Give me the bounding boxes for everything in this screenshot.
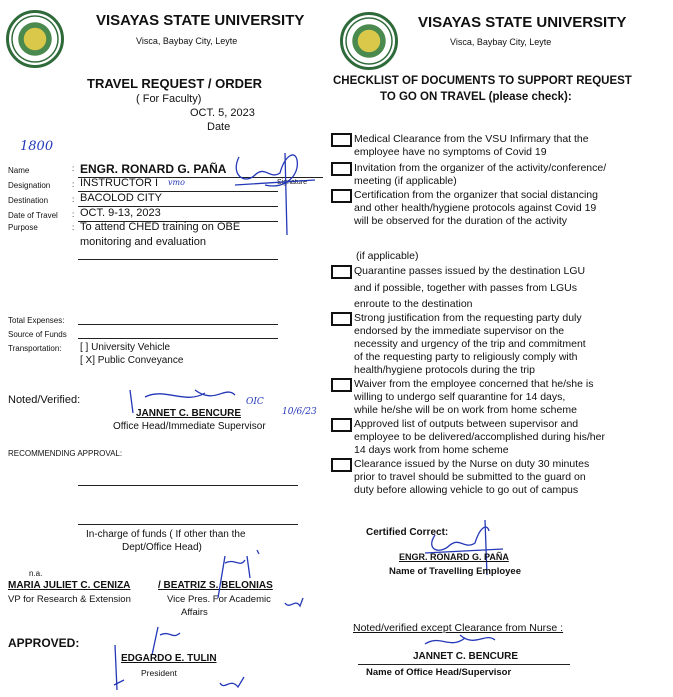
if-applicable-note: (if applicable) [356, 250, 419, 262]
supervisor-signature-right [420, 632, 500, 652]
colon: : [72, 180, 75, 189]
purpose-label: Purpose [8, 223, 38, 232]
checklist-item-text: employee have no symptoms of Covid 19 [354, 146, 547, 158]
na-mark: n.a. [29, 569, 43, 578]
checklist-item-text: Strong justification from the requesting party duly [354, 312, 582, 324]
checklist-checkbox[interactable] [331, 312, 352, 326]
vp-research-name: MARIA JULIET C. CENIZA [8, 580, 131, 591]
checklist-heading-line2: TO GO ON TRAVEL (please check): [380, 91, 572, 103]
name-value: ENGR. RONARD G. PAÑA [80, 162, 227, 176]
colon: : [72, 164, 75, 173]
checklist-item-text: 14 days work from home scheme [354, 444, 509, 456]
checklist-item-text: Medical Clearance from the VSU Infirmary that the [354, 133, 589, 145]
designation-label: Designation [8, 181, 51, 190]
source-of-funds-underline [78, 338, 278, 339]
checklist-item-text: necessity and urgency of the trip and commitment [354, 338, 586, 350]
designation-value: INSTRUCTOR I [80, 177, 159, 189]
recommending-label: RECOMMENDING APPROVAL: [8, 449, 123, 458]
travel-date-value: OCT. 9-13, 2023 [80, 207, 161, 219]
checklist-checkbox[interactable] [331, 418, 352, 432]
designation-note: vmo [168, 178, 185, 187]
checklist-item-text: employee to be delivered/accomplished during his/her [354, 431, 605, 443]
supervisor-name: JANNET C. BENCURE [136, 408, 242, 419]
checklist-item-text: and other health/hygiene protocols against Covid 19 [354, 202, 597, 214]
checklist-item-text: Waiver from the employee concerned that he/she is [354, 378, 594, 390]
checklist-item-text: of the requesting party to religiously comply with [354, 351, 578, 363]
funds-signature-line [78, 524, 298, 525]
signature-label: Signature [277, 179, 307, 186]
purpose-underline [78, 259, 278, 260]
transportation-label: Transportation: [8, 344, 62, 353]
name-label: Name [8, 166, 30, 175]
checklist-item-text: Quarantine passes issued by the destination LGU [354, 265, 586, 277]
checklist-checkbox[interactable] [331, 189, 352, 203]
funds-incharge-line2: Dept/Office Head) [122, 542, 202, 553]
form-title: TRAVEL REQUEST / ORDER [87, 76, 263, 91]
certified-name: ENGR. RONARD G. PAÑA [399, 552, 509, 562]
vp-academic-title: Vice Pres. For Academic [167, 594, 271, 605]
university-seal-right [340, 12, 398, 70]
form-subtitle: ( For Faculty) [136, 93, 202, 105]
date-label: Date [207, 121, 231, 133]
checklist-item-text: Certification from the organizer that social distancing [354, 189, 598, 201]
noted-label: Noted/Verified: [8, 394, 81, 406]
travel-date-label: Date of Travel [8, 211, 58, 220]
checklist-checkbox[interactable] [331, 265, 352, 279]
vp-research-title: VP for Research & Extension [8, 594, 131, 605]
checklist-item-text: while he/she will be on work from home scheme [354, 404, 577, 416]
certified-title: Name of Travelling Employee [389, 566, 521, 577]
checklist-checkbox[interactable] [331, 458, 352, 472]
university-address-right: Visca, Baybay City, Leyte [450, 37, 552, 47]
transport-university-vehicle: [ ] University Vehicle [80, 342, 171, 353]
purpose-value-line2: monitoring and evaluation [80, 236, 206, 248]
noted-supervisor-name: JANNET C. BENCURE [413, 651, 519, 662]
vp-signature [215, 548, 305, 618]
checklist-item-text: Invitation from the organizer of the activity/conference/ [354, 162, 607, 174]
supervisor-oic: OIC [246, 397, 264, 407]
applicant-signature [225, 145, 315, 225]
funds-incharge-line1: In-charge of funds ( If other than the [86, 529, 246, 540]
total-expenses-label: Total Expenses: [8, 316, 65, 325]
checklist-checkbox[interactable] [331, 162, 352, 176]
total-expenses-underline [78, 324, 278, 325]
transport-public-conveyance: [ X] Public Conveyance [80, 355, 184, 366]
checklist-item-text: will be observed for the duration of the activity [354, 215, 568, 227]
university-address: Visca, Baybay City, Leyte [136, 36, 238, 46]
university-seal [6, 10, 64, 68]
source-of-funds-label: Source of Funds [8, 330, 67, 339]
checklist-item-text: health/hygiene protocols during the trip [354, 364, 535, 376]
date-value: OCT. 5, 2023 [190, 107, 255, 119]
purpose-value: To attend CHED training on OBE [80, 221, 241, 233]
checklist-item-text: prior to travel should be submitted to the guard on [354, 471, 586, 483]
recommending-signature-line [78, 485, 298, 486]
destination-value: BACOLOD CITY [80, 192, 162, 204]
noted-nurse-label: Noted/verified except Clearance from Nurse : [353, 622, 564, 634]
destination-label: Destination [8, 196, 49, 205]
vp-academic-name: / BEATRIZ S. BELONIAS [158, 580, 273, 591]
supervisor-title: Office Head/Immediate Supervisor [113, 421, 266, 432]
president-name: EDGARDO E. TULIN [121, 653, 217, 664]
colon: : [72, 210, 75, 219]
checklist-item-text: duty before allowing vehicle to go out of campus [354, 484, 579, 496]
checklist-item-text: endorsed by the immediate supervisor on the [354, 325, 565, 337]
colon: : [72, 223, 75, 232]
university-name-right: VISAYAS STATE UNIVERSITY [418, 14, 627, 31]
checklist-item-text: Approved list of outputs between supervisor and [354, 418, 579, 430]
vp-academic-title-line2: Affairs [181, 607, 208, 618]
colon: : [72, 195, 75, 204]
president-title: President [141, 668, 177, 678]
checklist-item-text: enroute to the destination [354, 298, 473, 310]
university-name: VISAYAS STATE UNIVERSITY [96, 12, 305, 29]
handwritten-time: 1800 [20, 139, 54, 154]
checklist-checkbox[interactable] [331, 378, 352, 392]
checklist-item-text: and if possible, together with passes from LGUs [354, 281, 577, 294]
checklist-item-text: willing to undergo self quarantine for 14 days, [354, 391, 566, 403]
checklist-item-text: Clearance issued by the Nurse on duty 30 minutes [354, 458, 590, 470]
approved-label: APPROVED: [8, 636, 80, 650]
checklist-item-text: meeting (if applicable) [354, 175, 457, 187]
checklist-checkbox[interactable] [331, 133, 352, 147]
noted-supervisor-title: Name of Office Head/Supervisor [366, 667, 512, 678]
certified-label: Certified Correct: [366, 527, 449, 538]
checklist-heading-line1: CHECKLIST OF DOCUMENTS TO SUPPORT REQUEST [333, 75, 632, 87]
noted-supervisor-line [358, 664, 570, 665]
supervisor-date: 10/6/23 [282, 407, 317, 417]
